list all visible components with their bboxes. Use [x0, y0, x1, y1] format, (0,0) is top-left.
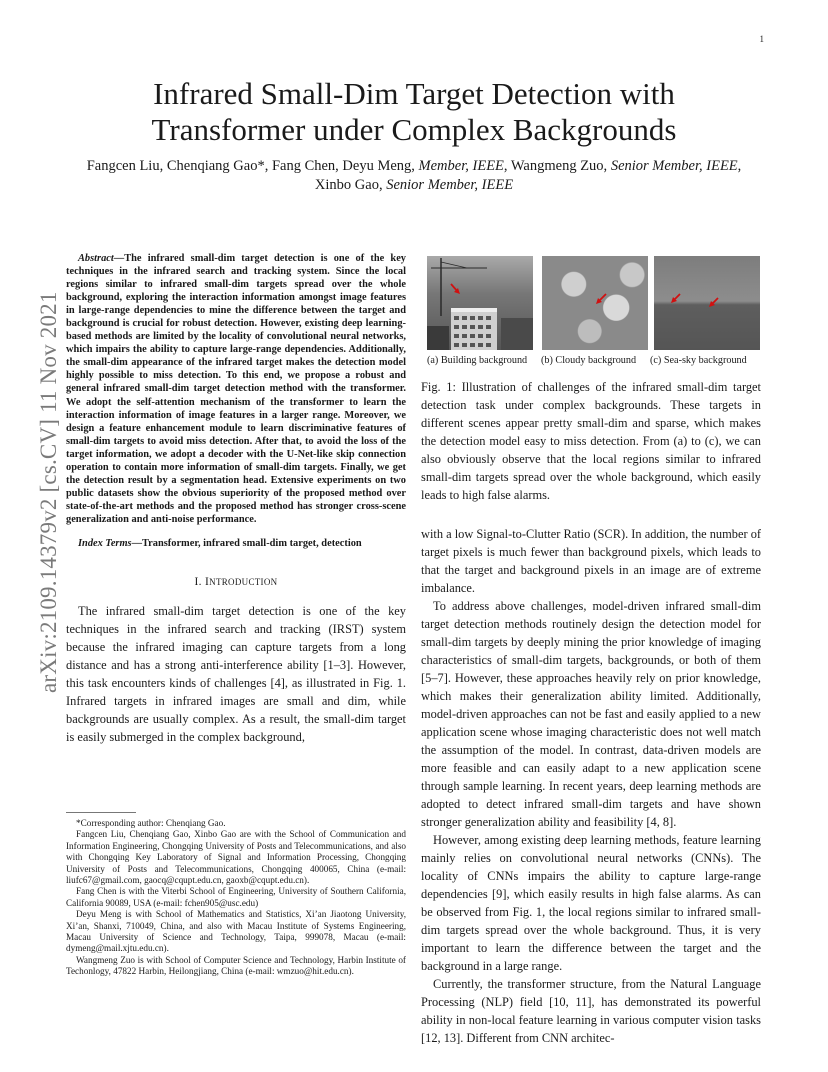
right-paragraph-3: However, among existing deep learning methods, feature learning mainly relies on convolutional neural networks (CNNs). The locality of CNNs impairs the ability to capture large-range dependencies [9], which easily results in high false alarms. As can be observed from Fig. 1, the local regions similar to infrared small-dim targets spread over the whole background. Thus, it is very important to learn the difference between the target and the background in a large range. — [421, 833, 761, 973]
author-list — [70, 157, 758, 195]
subcaption-cloudy: (b) Cloudy background — [541, 355, 637, 366]
authors-text: , Wangmeng Zuo, — [503, 158, 611, 174]
author-role: Member, IEEE — [418, 158, 504, 174]
section-first-letter: I — [205, 576, 210, 589]
abstract — [66, 252, 406, 526]
index-terms — [66, 537, 406, 550]
arxiv-identifier[interactable]: arXiv:2109.14379v2 [cs.CV] 11 Nov 2021 — [36, 291, 61, 693]
footnote-affiliation: Fangcen Liu, Chenqiang Gao, Xinbo Gao are with the School of Communication and Information Engineering, Chongqing University of Posts and Telecommunications, and also with Chongqing Key Laboratory of Signal and Information Processing, Chongqing University of Posts and Telecommunications, Chongqing 400065, China (e-mail: liufc67@gmail.com, gaocq@cqupt.edu.cn, gaoxb@cqupt.edu.cn). — [66, 829, 406, 886]
footnote-corresponding: *Corresponding author: Chenqiang Gao. — [76, 818, 226, 828]
figure-caption: Fig. 1: Illustration of challenges of the infrared small-dim target detection task under complex backgrounds. These targets in different scenes appear pretty small-dim and sparse, which makes the detection model easy to miss detection. From (a) to (c), we can also obviously observe that the local regions similar to infrared small-dim targets spread over the whole background, which easily leads to high false alarms. — [421, 380, 761, 502]
subcaption-building: (a) Building background — [427, 355, 528, 366]
subcaption-sea-sky: (c) Sea-sky background — [650, 355, 747, 366]
right-paragraph-4: Currently, the transformer structure, from the Natural Language Processing (NLP) field [10, 11], has demonstrated its powerful ability in non-local feature learning in various computer vision tasks [12, 13]. Different from CNN architec- — [421, 977, 761, 1045]
section-title-rest: NTRODUCTION — [209, 577, 278, 588]
author-role: Senior Member, IEEE — [610, 158, 738, 174]
left-column — [66, 252, 406, 746]
index-terms-label: Index Terms — [78, 537, 132, 549]
authors-text: Fangcen Liu, Chenqiang Gao*, Fang Chen, Deyu Meng, — [86, 158, 419, 174]
abstract-text: The infrared small-dim target detection is one of the key techniques in the infrared search and tracking system. Since the local regions similar to infrared small-dim targets spread over the whole background, exploring the interaction information amongst image features in large-range dependencies to mine the difference between the target and background is crucial for robust detection. However, existing deep learning-based methods are limited by the locality of convolutional neural networks, which impairs the ability to capture large-range dependencies. Additionally, the small-dim appearance of the infrared target makes the detection model highly possible to miss detection. To this end, we propose a robust and general infrared small-dim target detection method with the transformer. We adopt the self-attention mechanism of the transformer to learn the interaction information of image features in a larger range. Moreover, we design a feature enhancement module to learn discriminative features of small-dim targets to avoid miss detection. After that, to avoid the loss of the target information, we adopt a decoder with the U-Net-like skip connection operation to contain more information of small-dim targets. Finally, we get the detection result by a segmentation head. Extensive experiments on two public datasets show the obvious superiority of the proposed method over state-of-the-art methods and the proposed method has stronger cross-scene generalization and anti-noise performance. — [66, 253, 406, 525]
sea-sky-background-image — [654, 256, 760, 350]
authors-text: , — [737, 158, 742, 174]
sea-sky-scene-illustration — [654, 256, 760, 350]
right-column — [421, 525, 761, 1047]
index-terms-text: Transformer, infrared small-dim target, detection — [142, 537, 362, 549]
page-number: 1 — [759, 34, 764, 44]
title-line-1: Infrared Small-Dim Target Detection with — [153, 76, 675, 111]
right-paragraph-2: To address above challenges, model-driven infrared small-dim target detection methods routinely design the detection model for small-dim targets by deeply mining the prior knowledge of imaging characteristics of small-dim targets, backgrounds, or both of them [5–7]. However, these approaches heavily rely on prior knowledge, which makes their generalization ability limited. Additionally, model-driven approaches can not be fast and easily applied to a new application scene whose imaging characteristic does not well match the assumption of the model. In contrast, data-driven models are more feasible and can easily adapt to a new application scene through sample learning. In recent years, deep learning methods are adopted to detect infrared small-dim targets and have shown stronger generalization ability and feasibility [4, 8]. — [421, 599, 761, 829]
building-scene-illustration — [427, 256, 533, 350]
footnote-affiliation: Wangmeng Zuo is with School of Computer Science and Technology, Harbin Institute of Techonlogy, 47822 Harbin, Heilongjiang, China (e-mail: wmzuo@hit.edu.cn). — [66, 954, 406, 977]
building-background-image — [427, 256, 533, 350]
authors-line-1 — [70, 157, 758, 176]
authors-line-2 — [70, 176, 758, 195]
footnote-affiliation: Deyu Meng is with School of Mathematics and Statistics, Xi’an Jiaotong University, Xi’an, Shanxi, 710049, China, and also with Macau Institute of Systems Engineering, Macau University of Science and Technology, Taipa, 999078, Macau (e-mail: dymeng@mail.xjtu.edu.cn). — [66, 909, 406, 954]
authors-text: Xinbo Gao, — [314, 177, 387, 193]
index-terms-dash: — — [131, 537, 142, 549]
abstract-dash: — — [113, 253, 125, 264]
intro-paragraph-1: The infrared small-dim target detection is one of the key techniques in the infrared search and tracking (IRST) system because the infrared imaging can capture targets from a long distance and has a strong anti-interference ability [1–3]. However, this task encounters kinds of challenges [4], as illustrated in Fig. 1. Infrared targets in infrared images are small and dim, while backgrounds are usually complex. As a result, the small-dim target is easily submerged in the complex background, — [66, 604, 406, 745]
footnote-rule — [66, 812, 136, 813]
footnote-affiliation: Fang Chen is with the Viterbi School of Engineering, University of Southern California, California 90089, USA (e-mail: fchen905@usc.edu) — [66, 886, 406, 908]
author-role: Senior Member, IEEE — [386, 177, 514, 193]
cloudy-scene-illustration — [542, 256, 648, 350]
right-paragraph-1: with a low Signal-to-Clutter Ratio (SCR). In addition, the number of target pixels is much fewer than background pixels, which leads to that the target and background pixels in an image are of extreme imbalance. — [421, 527, 762, 595]
paper-title — [70, 76, 758, 148]
title-line-2: Transformer under Complex Backgrounds — [151, 112, 677, 147]
abstract-label: Abstract — [78, 253, 114, 264]
section-heading-introduction — [66, 576, 406, 588]
footnotes — [66, 818, 406, 978]
section-numeral: I. — [194, 576, 206, 589]
cloudy-background-image — [542, 256, 648, 350]
